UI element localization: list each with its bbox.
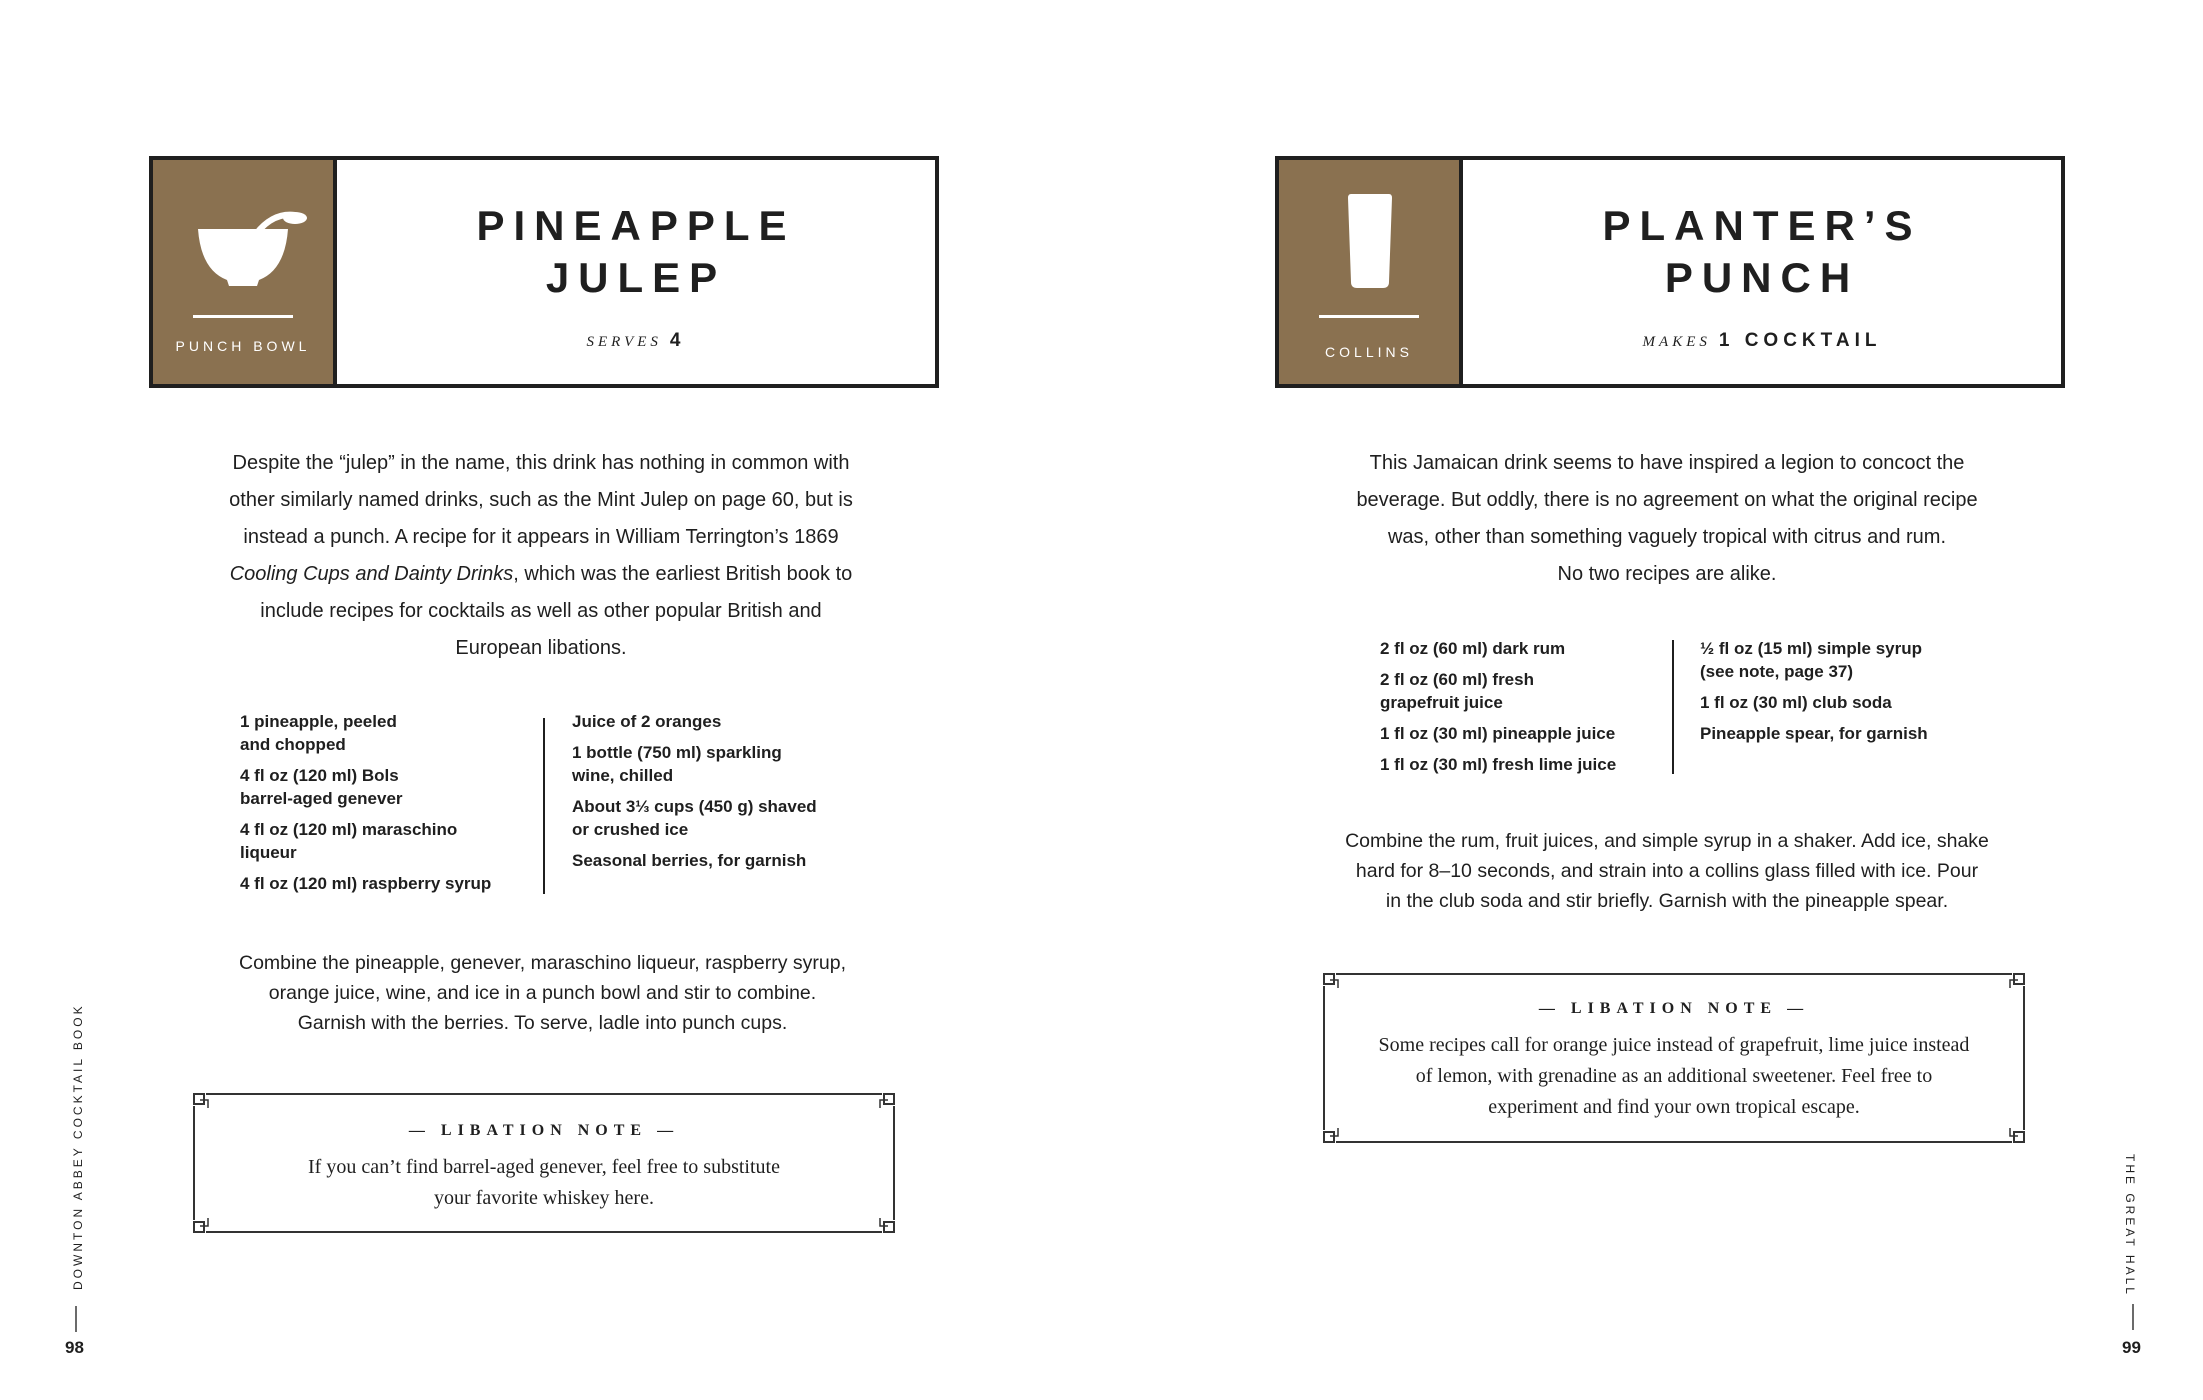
- ingredient: 4 fl oz (120 ml) Bols barrel-aged genever: [240, 766, 403, 808]
- yield-value: 4: [669, 330, 686, 351]
- ingredient: 1 fl oz (30 ml) fresh lime juice: [1380, 755, 1617, 774]
- intro-line: beverage. But oddly, there is no agreement on what the original recipe: [1356, 489, 1978, 511]
- book-title: Cooling Cups and Dainty Drinks: [229, 563, 514, 585]
- note-line: experiment and find your own tropical escape.: [1488, 1096, 1860, 1118]
- ingredients-column-left: [1380, 637, 1680, 784]
- note-line: If you can’t find barrel-aged genever, feel free to substitute: [308, 1156, 780, 1178]
- yield-label: MAKES: [1642, 334, 1711, 350]
- method-line: hard for 8–10 seconds, and strain into a collins glass filled with ice. Pour: [1355, 860, 1979, 882]
- title-area: [1463, 160, 2061, 384]
- note-line: Some recipes call for orange juice instead of grapefruit, lime juice instead: [1378, 1034, 1970, 1056]
- title-line-2: PUNCH: [1664, 254, 1860, 301]
- ingredient: 1 fl oz (30 ml) pineapple juice: [1380, 724, 1616, 743]
- glassware-panel: [153, 160, 337, 384]
- title-line-1: PINEAPPLE: [476, 202, 796, 249]
- ingredient: ½ fl oz (15 ml) simple syrup (see note, page 37): [1700, 639, 1923, 681]
- ingredients-column-left: [240, 710, 540, 903]
- note-heading: — LIBATION NOTE —: [408, 1122, 680, 1139]
- ingredient: 1 pineapple, peeled and chopped: [240, 712, 397, 754]
- glass-label: COLLINS: [1325, 344, 1413, 360]
- recipe-title: [1463, 200, 2061, 304]
- ingredient: 4 fl oz (120 ml) raspberry syrup: [240, 874, 492, 893]
- method-line: Combine the rum, fruit juices, and simple syrup in a shaker. Add ice, shake: [1345, 830, 1989, 852]
- intro-line: was, other than something vaguely tropical with citrus and rum.: [1387, 526, 1947, 548]
- title-area: [337, 160, 935, 384]
- ingredient: 1 bottle (750 ml) sparkling wine, chilled: [572, 743, 782, 785]
- ingredients-divider: [1672, 640, 1674, 774]
- glass-label-rule: [193, 315, 293, 318]
- running-head: DOWNTON ABBEY COCKTAIL BOOK: [71, 1003, 85, 1290]
- method-line: in the club soda and stir briefly. Garnish with the pineapple spear.: [1385, 890, 1949, 912]
- method-line: Combine the pineapple, genever, maraschino liqueur, raspberry syrup,: [238, 952, 846, 974]
- glass-label-rule: [1319, 315, 1419, 318]
- glassware-panel: [1279, 160, 1463, 384]
- method-line: orange juice, wine, and ice in a punch bowl and stir to combine.: [268, 982, 817, 1004]
- libation-note-box: [190, 1090, 898, 1236]
- punch-bowl-icon: [153, 160, 333, 392]
- running-head-tick: [75, 1306, 77, 1332]
- recipe-header-pineapple-julep: [149, 156, 939, 388]
- intro-line: instead a punch. A recipe for it appears in William Terrington’s 1869: [243, 526, 839, 548]
- intro-line: European libations.: [455, 637, 627, 659]
- intro-paragraph: [160, 445, 922, 667]
- recipe-title: [337, 200, 935, 304]
- note-line: of lemon, with grenadine as an additional sweetener. Feel free to: [1415, 1065, 1933, 1087]
- intro-paragraph: [1282, 445, 2052, 593]
- yield-line: [337, 330, 935, 352]
- running-head-tick: [2132, 1304, 2134, 1330]
- title-line-1: PLANTER’S: [1602, 202, 1922, 249]
- ingredient: 2 fl oz (60 ml) fresh grapefruit juice: [1380, 670, 1534, 712]
- method-line: Garnish with the berries. To serve, ladle into punch cups.: [297, 1012, 788, 1034]
- ingredients-divider: [543, 718, 545, 894]
- yield-line: [1463, 330, 2061, 352]
- intro-line: No two recipes are alike.: [1557, 563, 1777, 585]
- glass-label: PUNCH BOWL: [175, 338, 311, 354]
- ingredient: 4 fl oz (120 ml) maraschino liqueur: [240, 820, 458, 862]
- note-text: [220, 1152, 868, 1214]
- method-paragraph: [1272, 826, 2062, 916]
- libation-note-box: [1320, 970, 2028, 1146]
- title-line-2: JULEP: [545, 254, 727, 301]
- method-paragraph: [170, 948, 915, 1038]
- note-heading: — LIBATION NOTE —: [1538, 1000, 1810, 1017]
- page-number: 99: [2122, 1338, 2141, 1357]
- page-number: 98: [65, 1338, 84, 1357]
- yield-label: SERVES: [586, 334, 662, 350]
- ingredient: 1 fl oz (30 ml) club soda: [1700, 693, 1892, 712]
- recipe-header-planters-punch: [1275, 156, 2065, 388]
- ingredients-column-right: [1700, 637, 2000, 753]
- left-page: [0, 0, 1101, 1400]
- intro-line: include recipes for cocktails as well as other popular British and: [260, 600, 822, 622]
- intro-line: This Jamaican drink seems to have inspired a legion to concoct the: [1369, 452, 1965, 474]
- right-page: [1102, 0, 2203, 1400]
- ingredient: Juice of 2 oranges: [572, 712, 722, 731]
- intro-line: Despite the “julep” in the name, this drink has nothing in common with: [232, 452, 850, 474]
- note-line: your favorite whiskey here.: [434, 1187, 654, 1209]
- intro-line: [160, 556, 922, 593]
- ingredient: Pineapple spear, for garnish: [1700, 724, 1928, 743]
- yield-value: 1 COCKTAIL: [1718, 330, 1882, 351]
- ingredient: About 3⅓ cups (450 g) shaved or crushed ice: [572, 797, 817, 839]
- ingredients-column-right: [572, 710, 872, 880]
- intro-text: , which was the earliest British book to: [513, 563, 853, 585]
- running-head: THE GREAT HALL: [2123, 1154, 2137, 1297]
- note-text: [1350, 1030, 1998, 1123]
- ingredient: 2 fl oz (60 ml) dark rum: [1380, 639, 1566, 658]
- intro-line: other similarly named drinks, such as the Mint Julep on page 60, but is: [229, 489, 853, 511]
- ingredient: Seasonal berries, for garnish: [572, 851, 807, 870]
